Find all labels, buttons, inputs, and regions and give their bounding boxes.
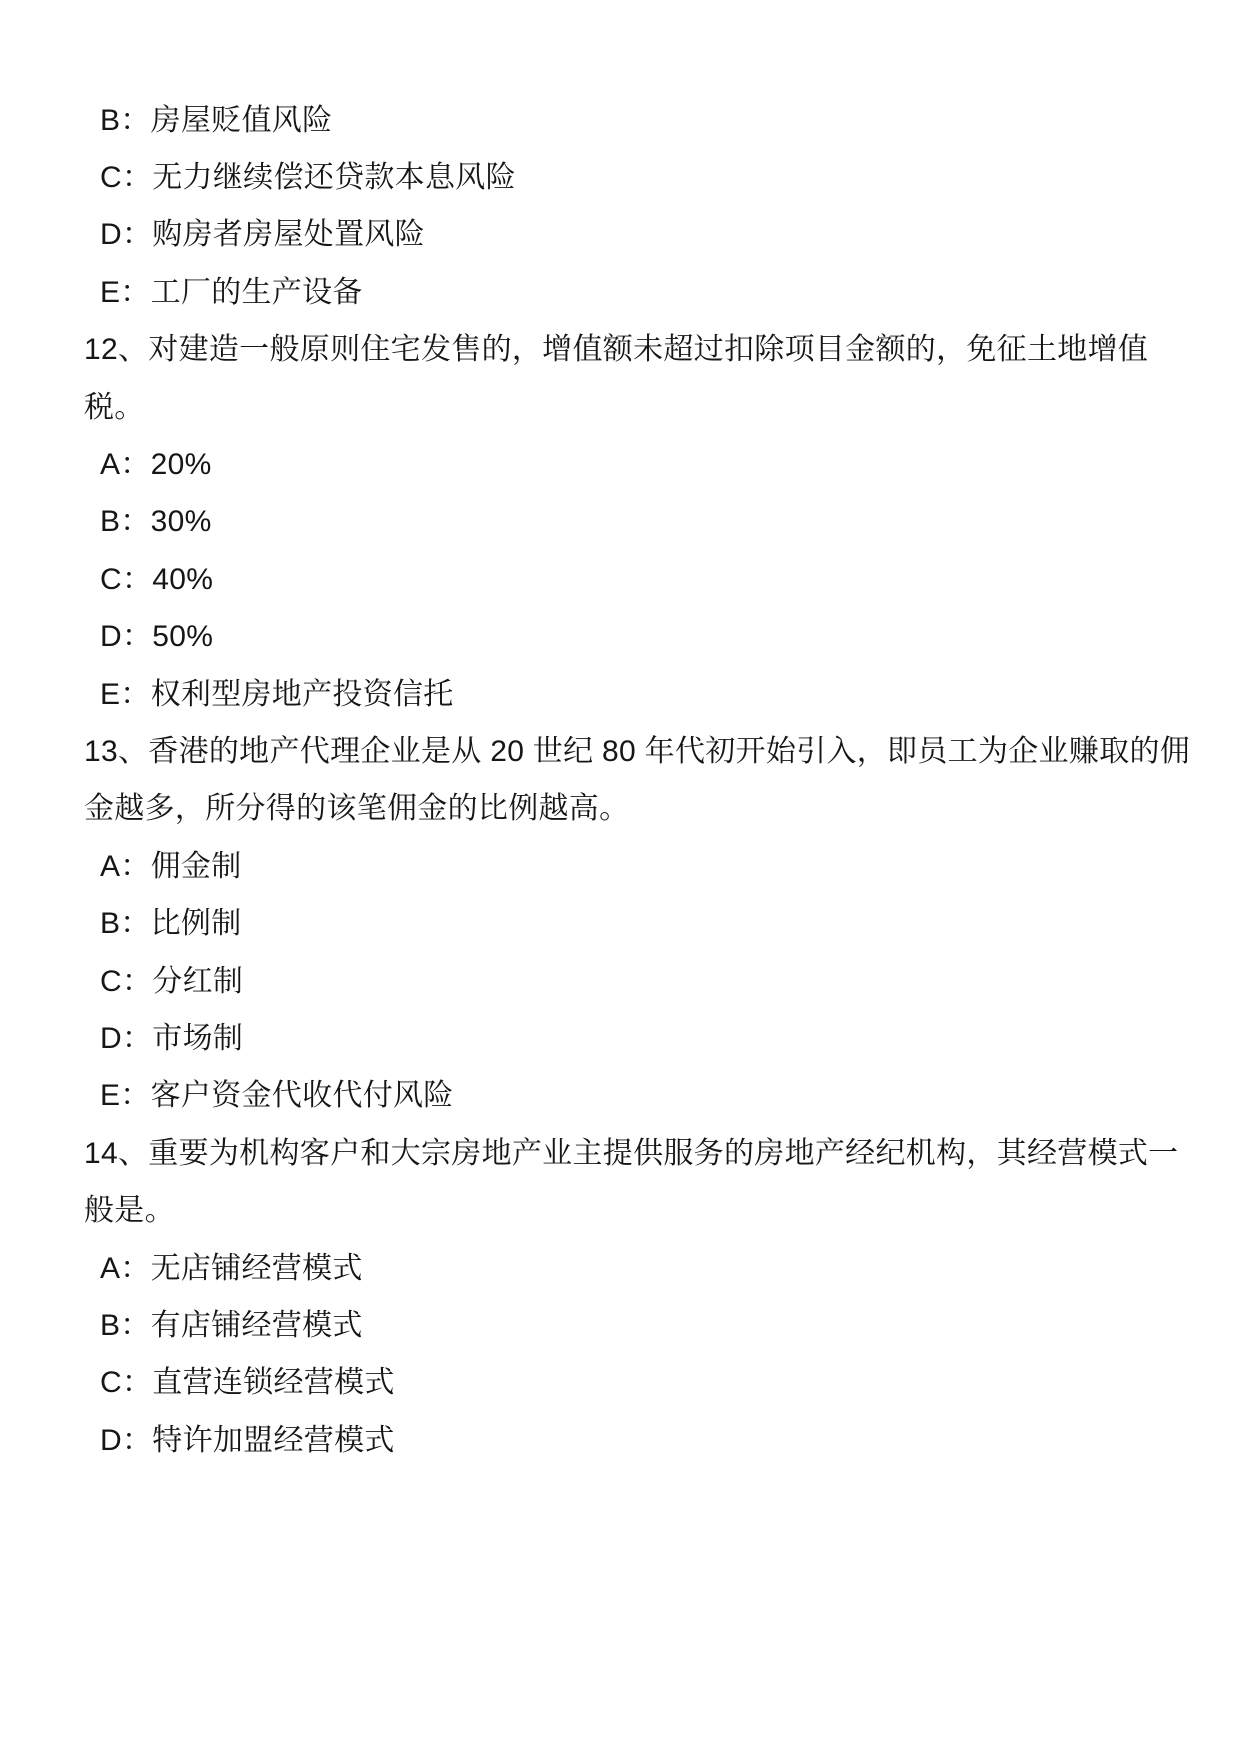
option-line: E：工厂的生产设备 [100,275,363,309]
option-line: C：无力继续偿还贷款本息风险 [100,161,516,195]
option-line: A：20% [100,448,212,482]
option-line: D：50% [100,620,214,654]
option-line: E：客户资金代收代付风险 [100,1079,454,1113]
question-line: 13、香港的地产代理企业是从 20 世纪 80 年代初开始引入，即员工为企业赚取的佣 [84,734,1191,768]
option-line: B：房屋贬值风险 [100,103,333,137]
question-line: 12、对建造一般原则住宅发售的，增值额未超过扣除项目金额的，免征土地增值 [84,333,1149,367]
question-line: 14、重要为机构客户和大宗房地产业主提供服务的房地产经纪机构，其经营模式一 [84,1136,1179,1170]
question-continuation-line: 税。 [84,390,145,424]
question-continuation-line: 般是。 [84,1194,175,1228]
option-line: B：比例制 [100,907,242,941]
option-line: B：30% [100,505,212,539]
option-line: C：40% [100,562,214,596]
option-line: D：购房者房屋处置风险 [100,218,425,252]
option-line: C：直营连锁经营模式 [100,1366,395,1400]
option-line: B：有店铺经营模式 [100,1308,363,1342]
option-line: E：权利型房地产投资信托 [100,677,454,711]
question-continuation-line: 金越多，所分得的该笔佣金的比例越高。 [84,792,630,826]
option-line: A：佣金制 [100,849,242,883]
option-line: A：无店铺经营模式 [100,1251,363,1285]
option-line: D：市场制 [100,1021,244,1055]
option-line: D：特许加盟经营模式 [100,1423,395,1457]
option-line: C：分红制 [100,964,244,998]
